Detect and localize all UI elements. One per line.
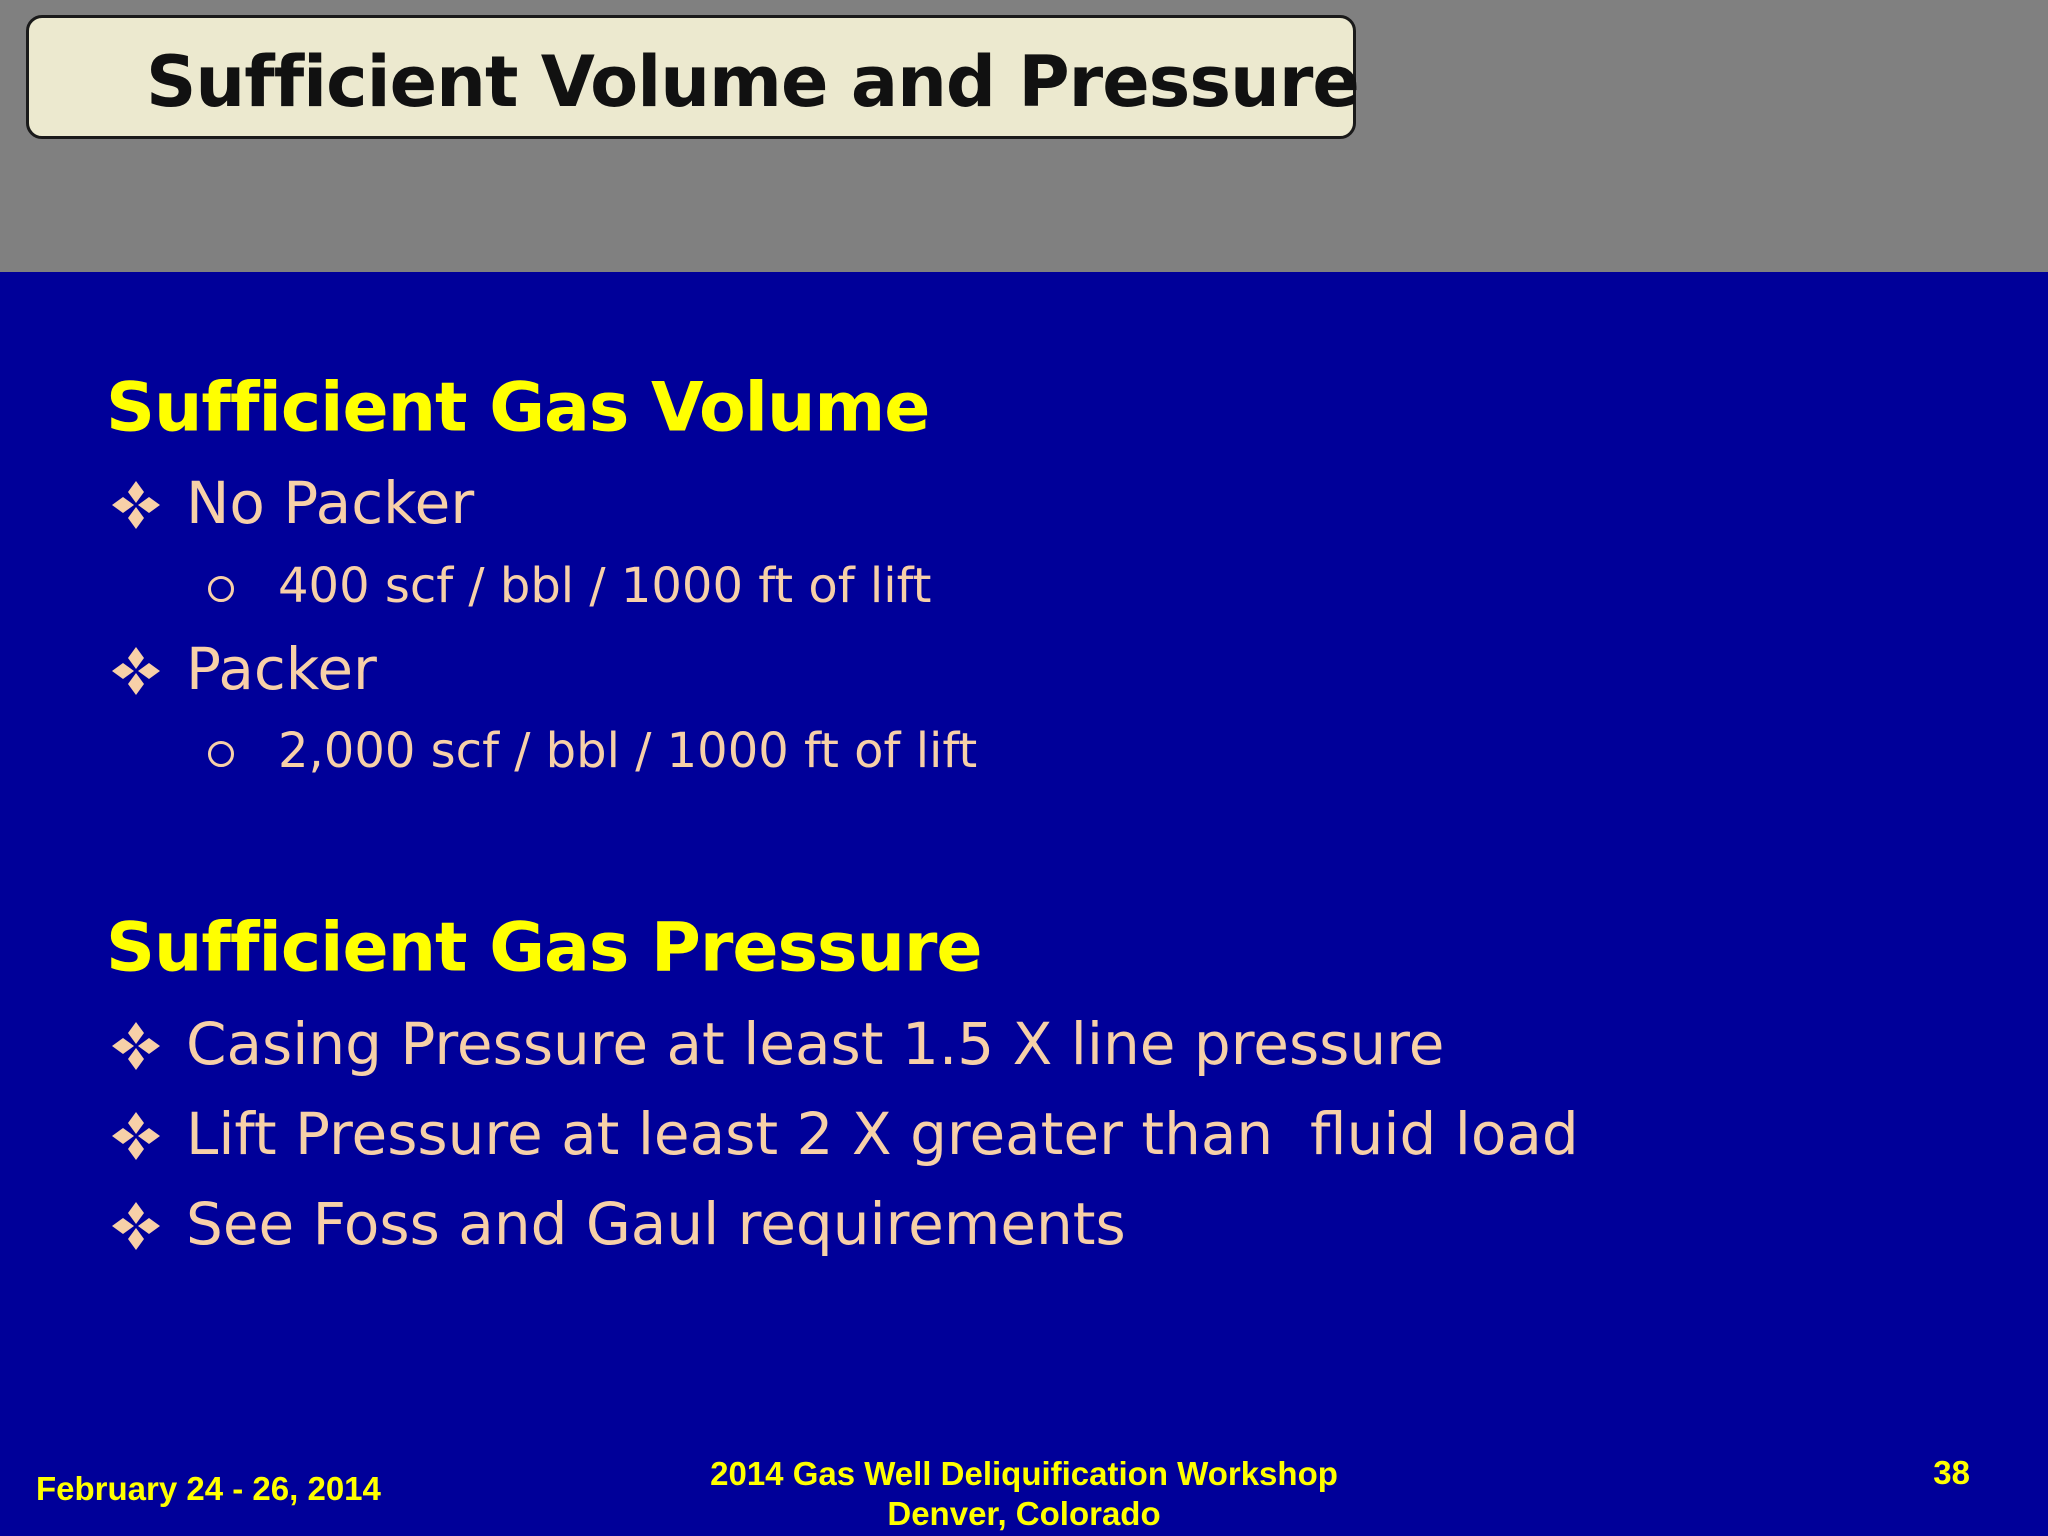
footer-event-name: 2014 Gas Well Deliquification Workshop <box>710 1455 1338 1492</box>
slide-title: Sufficient Volume and Pressure <box>146 41 1359 123</box>
sub-bullet-packer <box>208 723 977 779</box>
footer-event <box>710 1454 1338 1534</box>
footer-date: February 24 - 26, 2014 <box>36 1470 381 1507</box>
four-diamond-bullet-icon <box>110 1108 162 1160</box>
footer-location: Denver, Colorado <box>887 1495 1161 1532</box>
bullet-text: No Packer <box>186 469 475 537</box>
section-heading-gas-volume: Sufficient Gas Volume <box>106 368 930 448</box>
bullet-text: Lift Pressure at least 2 X greater than fluid load <box>186 1100 1579 1168</box>
bullet-packer <box>110 635 377 703</box>
four-diamond-bullet-icon <box>110 1198 162 1250</box>
section-heading-gas-pressure: Sufficient Gas Pressure <box>106 908 982 988</box>
four-diamond-bullet-icon <box>110 643 162 695</box>
bullet-no-packer <box>110 469 474 537</box>
page-number: 38 <box>1933 1454 1970 1491</box>
bullet-text: See Foss and Gaul requirements <box>186 1190 1126 1258</box>
four-diamond-bullet-icon <box>110 1018 162 1070</box>
bullet-text: Packer <box>186 635 377 703</box>
hollow-circle-bullet-icon <box>208 741 234 767</box>
sub-bullet-text: 400 scf / bbl / 1000 ft of lift <box>278 558 932 614</box>
bullet-text: Casing Pressure at least 1.5 X line pressure <box>186 1010 1445 1078</box>
bullet-casing-pressure <box>110 1010 1444 1078</box>
hollow-circle-bullet-icon <box>208 576 234 602</box>
sub-bullet-text: 2,000 scf / bbl / 1000 ft of lift <box>278 723 978 779</box>
bullet-lift-pressure <box>110 1100 1579 1168</box>
sub-bullet-no-packer <box>208 558 931 614</box>
four-diamond-bullet-icon <box>110 477 162 529</box>
bullet-foss-gaul <box>110 1190 1126 1258</box>
